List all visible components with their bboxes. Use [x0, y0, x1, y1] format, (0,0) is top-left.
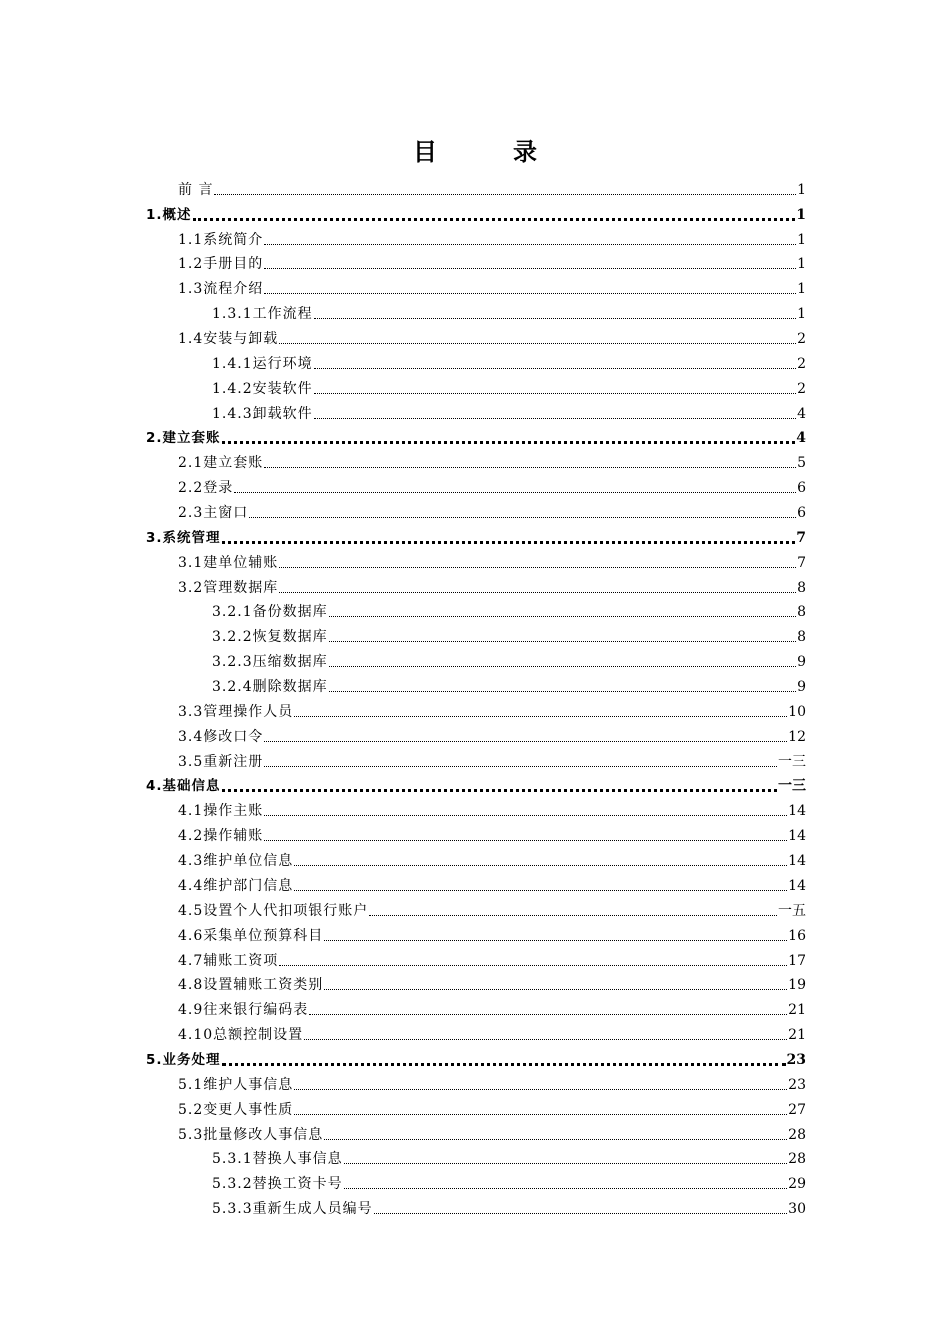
toc-entry-label: 3.3管理操作人员 — [178, 703, 294, 720]
toc-leader-dots — [264, 765, 777, 767]
toc-entry-page: 7 — [797, 554, 806, 571]
toc-leader-dots — [222, 788, 777, 792]
toc-entry-page: 30 — [788, 1201, 806, 1218]
toc-leader-dots — [264, 740, 787, 742]
toc-leader-dots — [314, 317, 796, 319]
toc-entry-label: 5.业务处理 — [146, 1051, 221, 1068]
toc-entry[interactable] — [146, 920, 806, 945]
toc-leader-dots — [294, 1088, 787, 1090]
toc-leader-dots — [222, 540, 796, 544]
toc-entry-page: 1 — [797, 306, 806, 323]
toc-entry-label: 前 言 — [178, 181, 214, 198]
toc-leader-dots — [304, 1038, 787, 1040]
toc-entry-label: 2.3主窗口 — [178, 505, 249, 522]
toc-leader-dots — [369, 914, 777, 916]
toc-leader-dots — [314, 392, 796, 394]
toc-entry[interactable] — [146, 1144, 806, 1169]
toc-leader-dots — [222, 1062, 786, 1066]
toc-entry[interactable] — [146, 1069, 806, 1094]
toc-entry-label: 2.建立套账 — [146, 430, 221, 447]
toc-leader-dots — [264, 814, 787, 816]
toc-leader-dots — [344, 1162, 788, 1164]
toc-entry[interactable] — [146, 224, 806, 249]
toc-entry[interactable] — [146, 298, 806, 323]
toc-entry-page: 16 — [788, 927, 806, 944]
toc-entry-label: 3.系统管理 — [146, 529, 221, 546]
toc-entry-label: 4.3维护单位信息 — [178, 853, 294, 870]
toc-entry-page: 23 — [788, 1076, 806, 1093]
toc-entry-label: 1.4.1运行环境 — [212, 355, 313, 372]
toc-entry-page: 23 — [786, 1051, 806, 1068]
toc-leader-dots — [329, 665, 796, 667]
toc-leader-dots — [324, 1138, 787, 1140]
toc-leader-dots — [294, 715, 787, 717]
toc-entry-page: 7 — [796, 529, 806, 546]
toc-entry-page: 4 — [797, 405, 806, 422]
toc-entry-label: 4.2操作辅账 — [178, 828, 264, 845]
toc-entry-page: 28 — [788, 1151, 806, 1168]
toc-entry[interactable] — [146, 621, 806, 646]
toc-entry[interactable] — [146, 597, 806, 622]
toc-leader-dots — [222, 440, 796, 444]
toc-entry-page: 27 — [788, 1101, 806, 1118]
toc-entry-label: 3.2.3压缩数据库 — [212, 654, 328, 671]
toc-entry-page: 2 — [797, 380, 806, 397]
toc-leader-dots — [324, 939, 787, 941]
toc-entry[interactable] — [146, 895, 806, 920]
toc-entry-label: 1.1系统简介 — [178, 231, 264, 248]
toc-entry-page: 一三 — [778, 778, 806, 795]
toc-entry-page: 10 — [788, 703, 806, 720]
toc-leader-dots — [214, 193, 796, 195]
toc-entry-label: 1.2手册目的 — [178, 256, 264, 273]
toc-entry-page: 4 — [796, 430, 806, 447]
toc-leader-dots — [264, 267, 796, 269]
toc-entry-label: 4.9往来银行编码表 — [178, 1002, 309, 1019]
toc-leader-dots — [279, 342, 796, 344]
toc-entry-page: 14 — [788, 853, 806, 870]
toc-entry-page: 2 — [797, 331, 806, 348]
toc-leader-dots — [314, 367, 796, 369]
toc-leader-dots — [329, 615, 796, 617]
toc-entry-page: 9 — [797, 679, 806, 696]
toc-entry[interactable] — [146, 174, 806, 199]
toc-entry-label: 5.3批量修改人事信息 — [178, 1126, 324, 1143]
toc-entry[interactable] — [146, 970, 806, 995]
toc-entry-page: 1 — [797, 181, 806, 198]
toc-entry[interactable] — [146, 522, 806, 547]
toc-entry-page: 14 — [788, 877, 806, 894]
toc-entry[interactable] — [146, 249, 806, 274]
toc-entry[interactable] — [146, 497, 806, 522]
toc-entry-label: 3.4修改口令 — [178, 728, 264, 745]
toc-entry-page: 29 — [788, 1176, 806, 1193]
toc-entry-label: 4.基础信息 — [146, 778, 221, 795]
toc-entry[interactable] — [146, 771, 806, 796]
toc-entry[interactable] — [146, 547, 806, 572]
toc-leader-dots — [329, 690, 796, 692]
toc-entry-page: 21 — [788, 1002, 806, 1019]
toc-entry-page: 一三 — [778, 753, 806, 770]
toc-leader-dots — [264, 466, 796, 468]
toc-entry-label: 4.6采集单位预算科目 — [178, 927, 324, 944]
toc-entry-page: 8 — [797, 579, 806, 596]
toc-leader-dots — [374, 1212, 788, 1214]
toc-entry-label: 5.3.1替换人事信息 — [212, 1151, 343, 1168]
toc-entry[interactable] — [146, 323, 806, 348]
toc-entry-page: 1 — [797, 231, 806, 248]
toc-entry[interactable] — [146, 1094, 806, 1119]
toc-leader-dots — [264, 243, 796, 245]
toc-entry[interactable] — [146, 199, 806, 224]
toc-entry-label: 1.3流程介绍 — [178, 281, 264, 298]
toc-entry-label: 1.4安装与卸载 — [178, 331, 279, 348]
toc-entry[interactable] — [146, 472, 806, 497]
toc-entry[interactable] — [146, 1019, 806, 1044]
toc-entry-page: 28 — [788, 1126, 806, 1143]
toc-entry-label: 4.8设置辅账工资类别 — [178, 977, 324, 994]
toc-leader-dots — [324, 988, 787, 990]
toc-leader-dots — [344, 1187, 788, 1189]
toc-leader-dots — [249, 516, 796, 518]
toc-entry-page: 8 — [797, 604, 806, 621]
toc-leader-dots — [314, 417, 796, 419]
toc-entry-page: 14 — [788, 828, 806, 845]
toc-entry-label: 4.1操作主账 — [178, 803, 264, 820]
toc-entry-label: 3.2.2恢复数据库 — [212, 629, 328, 646]
toc-entry-page: 9 — [797, 654, 806, 671]
toc-leader-dots — [294, 1113, 787, 1115]
toc-leader-dots — [309, 1013, 787, 1015]
table-of-contents — [146, 174, 806, 1218]
page-title: 目 录 — [413, 138, 563, 166]
toc-entry-label: 4.7辅账工资项 — [178, 952, 279, 969]
toc-leader-dots — [279, 591, 796, 593]
toc-entry-label: 5.2变更人事性质 — [178, 1101, 294, 1118]
toc-entry-label: 5.1维护人事信息 — [178, 1076, 294, 1093]
toc-entry-label: 5.3.2替换工资卡号 — [212, 1176, 343, 1193]
toc-entry-label: 4.4维护部门信息 — [178, 877, 294, 894]
toc-entry[interactable] — [146, 398, 806, 423]
toc-entry-page: 1 — [796, 206, 806, 223]
toc-leader-dots — [279, 566, 796, 568]
toc-entry-page: 2 — [797, 355, 806, 372]
toc-entry[interactable] — [146, 348, 806, 373]
toc-entry-label: 3.2.4删除数据库 — [212, 679, 328, 696]
toc-entry[interactable] — [146, 795, 806, 820]
toc-entry-page: 6 — [797, 480, 806, 497]
toc-entry[interactable] — [146, 373, 806, 398]
toc-entry-page: 14 — [788, 803, 806, 820]
toc-entry[interactable] — [146, 820, 806, 845]
toc-entry-label: 2.2登录 — [178, 480, 234, 497]
toc-entry-page: 1 — [797, 256, 806, 273]
toc-entry[interactable] — [146, 671, 806, 696]
toc-entry-page: 1 — [797, 281, 806, 298]
toc-entry-label: 1.概述 — [146, 206, 192, 223]
toc-leader-dots — [193, 217, 796, 221]
toc-entry-label: 1.3.1工作流程 — [212, 306, 313, 323]
toc-entry-label: 3.5重新注册 — [178, 753, 264, 770]
toc-leader-dots — [329, 640, 796, 642]
toc-entry[interactable] — [146, 746, 806, 771]
toc-entry[interactable] — [146, 447, 806, 472]
toc-entry-label: 4.5设置个人代扣项银行账户 — [178, 902, 369, 919]
toc-entry-label: 3.2.1备份数据库 — [212, 604, 328, 621]
toc-leader-dots — [264, 839, 787, 841]
toc-entry-page: 6 — [797, 505, 806, 522]
toc-entry-page: 一五 — [778, 902, 806, 919]
toc-entry[interactable] — [146, 696, 806, 721]
toc-entry-label: 5.3.3重新生成人员编号 — [212, 1201, 373, 1218]
toc-entry-label: 1.4.3卸载软件 — [212, 405, 313, 422]
toc-entry[interactable] — [146, 1119, 806, 1144]
toc-leader-dots — [294, 889, 787, 891]
toc-entry[interactable] — [146, 1044, 806, 1069]
toc-entry-page: 5 — [797, 455, 806, 472]
toc-entry[interactable] — [146, 1193, 806, 1218]
toc-entry-page: 12 — [788, 728, 806, 745]
toc-entry[interactable] — [146, 870, 806, 895]
toc-leader-dots — [294, 864, 787, 866]
toc-entry[interactable] — [146, 1168, 806, 1193]
toc-entry[interactable] — [146, 646, 806, 671]
toc-leader-dots — [234, 491, 796, 493]
toc-entry-page: 19 — [788, 977, 806, 994]
toc-entry-label: 3.2管理数据库 — [178, 579, 279, 596]
toc-leader-dots — [279, 964, 787, 966]
toc-entry-label: 3.1建单位辅账 — [178, 554, 279, 571]
toc-entry-label: 4.10总额控制设置 — [178, 1027, 304, 1044]
toc-entry[interactable] — [146, 721, 806, 746]
toc-entry[interactable] — [146, 423, 806, 448]
toc-entry[interactable] — [146, 572, 806, 597]
toc-entry[interactable] — [146, 273, 806, 298]
toc-entry[interactable] — [146, 845, 806, 870]
toc-entry-label: 1.4.2安装软件 — [212, 380, 313, 397]
toc-entry-label: 2.1建立套账 — [178, 455, 264, 472]
toc-entry[interactable] — [146, 994, 806, 1019]
toc-entry-page: 8 — [797, 629, 806, 646]
toc-entry-page: 21 — [788, 1027, 806, 1044]
toc-entry-page: 17 — [788, 952, 806, 969]
toc-leader-dots — [264, 292, 796, 294]
toc-entry[interactable] — [146, 945, 806, 970]
